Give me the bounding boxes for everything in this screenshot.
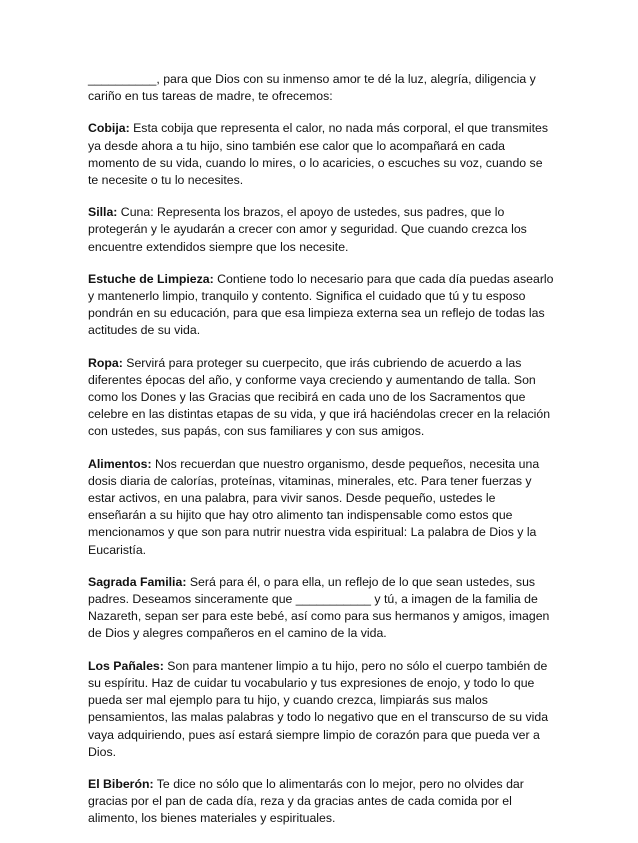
section-text: Nos recuerdan que nuestro organismo, desde pequeños, necesita una dosis diaria de calorías, proteínas, vitaminas, minerales, etc. Para tener fuerzas y estar activos, en una palabra, para vivir sanos. Desde pequeño, ustedes le enseñarán a su hijito que hay otro alimento tan indispensable como estos que mencionamos y que son para nutrir nuestra vida espiritual: La palabra de Dios y la Eucaristía. <box>88 456 540 557</box>
document-page <box>88 71 554 843</box>
section-text: Cuna: Representa los brazos, el apoyo de ustedes, sus padres, que lo protegerán y le ayudarán a crecer con amor y seguridad. Que cuando crezca los encuentre extendidos siempre que los necesite. <box>88 205 527 254</box>
section-text: Contiene todo lo necesario para que cada día puedas asearlo y mantenerlo limpio, tranquilo y contento. Significa el cuidado que tú y tu esposo pondrán en su educación, para que esa limpieza externa sea un reflejo de todas las actitudes de su vida. <box>88 271 554 338</box>
section-term: Sagrada Familia: <box>88 574 187 589</box>
section-term: Estuche de Limpieza: <box>88 271 214 286</box>
section-estuche-de-limpieza <box>88 271 554 340</box>
section-silla <box>88 204 554 256</box>
section-term: Alimentos: <box>88 456 152 471</box>
section-term: El Biberón: <box>88 776 154 791</box>
section-term: Cobija: <box>88 121 130 136</box>
section-el-biberon <box>88 776 554 828</box>
section-text: Te dice no sólo que lo alimentarás con lo mejor, pero no olvides dar gracias por el pan de cada día, reza y da gracias antes de cada comida por el alimento, los bienes materiales y espirituales. <box>88 776 524 826</box>
section-text: Será para él, o para ella, un reflejo de lo que sean ustedes, sus padres. Deseamos sinceramente que ___________ y tú, a imagen de la familia de Nazareth, sepan ser para este bebé, así como para sus hermanos y amigos, imagen de Dios y alegres compañeros en el camino de la vida. <box>88 574 550 641</box>
section-text: Esta cobija que representa el calor, no nada más corporal, el que transmites ya desde ahora a tu hijo, sino también ese calor que lo acompañará en cada momento de su vida, cuando lo mires, o lo acaricies, o escuches su voz, cuando se te necesite o tu lo necesites. <box>88 121 549 188</box>
section-term: Los Pañales: <box>88 658 164 673</box>
section-sagrada-familia <box>88 574 554 643</box>
section-text: Son para mantener limpio a tu hijo, pero no sólo el cuerpo también de su espíritu. Haz de cuidar tu vocabulario y tus expresiones de enojo, y todo lo que pueda ser mal ejemplo para tu hijo, y cuando crezca, limpiarás sus malos pensamientos, las malas palabras y todo lo negativo que en el transcurso de su vida vaya adquiriendo, pues así estará siempre limpio de corazón para que pueda ver a Dios. <box>88 658 549 759</box>
section-term: Silla: <box>88 205 118 220</box>
section-los-panales <box>88 658 554 761</box>
section-cobija <box>88 120 554 189</box>
section-text: Servirá para proteger su cuerpecito, que irás cubriendo de acuerdo a las diferentes épocas del año, y conforme vaya creciendo y aumentando de talla. Son como los Dones y las Gracias que recibirá en cada uno de los Sacramentos que celebre en las distintas etapas de su vida, y que irá haciéndolas crecer en la relación con ustedes, sus papás, con sus familiares y con sus amigos. <box>88 355 551 439</box>
intro-paragraph: __________, para que Dios con su inmenso amor te dé la luz, alegría, diligencia y cariño en tus tareas de madre, te ofrecemos: <box>88 72 536 104</box>
section-term: Ropa: <box>88 355 123 370</box>
section-ropa <box>88 355 554 441</box>
section-alimentos <box>88 456 554 559</box>
